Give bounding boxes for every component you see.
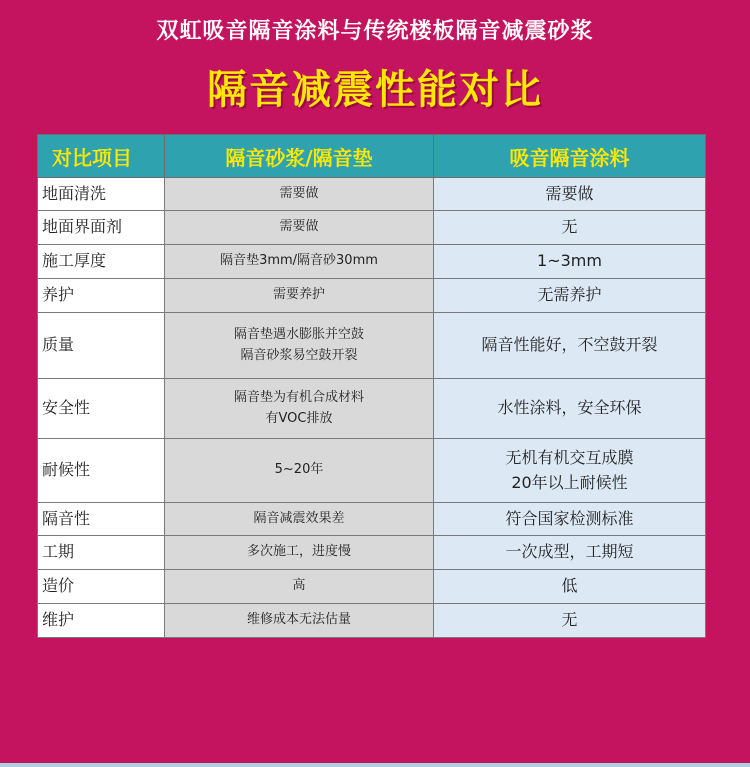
row-new-cell: [434, 379, 706, 439]
cell-line: 有VOC排放: [265, 410, 333, 426]
cell-line: 隔音性能好，不空鼓开裂: [481, 335, 658, 355]
table-row: [38, 279, 706, 313]
cell-line: 隔音减震效果差: [253, 510, 345, 526]
bottom-strip: [0, 763, 750, 767]
row-old-cell: [165, 536, 434, 570]
cell-line: 隔音垫3mm/隔音砂30mm: [220, 253, 378, 269]
row-item-cell: 地面清洗: [38, 178, 165, 211]
cell-line: 高: [292, 578, 306, 594]
cell-line: 无机有机交互成膜: [505, 447, 634, 467]
cell-line: 一次成型，工期短: [505, 542, 634, 562]
cell-line: 无需养护: [537, 285, 602, 305]
table-row: [38, 245, 706, 279]
table-row: [38, 604, 706, 638]
row-item-cell: 安全性: [38, 379, 165, 439]
table-row: [38, 313, 706, 379]
row-new-cell: [434, 536, 706, 570]
row-old-cell: [165, 604, 434, 638]
row-item-cell: 隔音性: [38, 503, 165, 536]
row-item-cell: 养护: [38, 279, 165, 313]
table-row: [38, 178, 706, 211]
row-old-cell: [165, 570, 434, 604]
cell-line: 需要做: [279, 219, 319, 235]
cell-line: 水性涂料，安全环保: [497, 398, 642, 418]
row-new-cell: [434, 178, 706, 211]
page-title: 隔音减震性能对比: [207, 67, 543, 113]
row-item-cell: 造价: [38, 570, 165, 604]
cell-line: 需要养护: [272, 287, 325, 303]
table-row: [38, 536, 706, 570]
row-old-cell: [165, 439, 434, 503]
table-row: [38, 503, 706, 536]
row-new-cell: [434, 604, 706, 638]
cell-line: 20年以上耐候性: [511, 472, 628, 492]
row-item-cell: 地面界面剂: [38, 211, 165, 245]
row-old-cell: [165, 379, 434, 439]
table-row: [38, 379, 706, 439]
cell-line: 5~20年: [274, 462, 324, 478]
table-row: [38, 439, 706, 503]
row-old-cell: [165, 245, 434, 279]
table-row: [38, 211, 706, 245]
cell-line: 无: [561, 610, 578, 630]
row-item-cell: 耐候性: [38, 439, 165, 503]
row-old-cell: [165, 313, 434, 379]
row-old-cell: [165, 503, 434, 536]
cell-line: 需要做: [545, 183, 594, 203]
row-new-cell: [434, 570, 706, 604]
row-old-cell: [165, 178, 434, 211]
table-header-row: [38, 135, 706, 178]
column-header-new: 吸音隔音涂料: [434, 135, 706, 178]
table-row: [38, 570, 706, 604]
page-subtitle: 双虹吸音隔音涂料与传统楼板隔音减震砂浆: [156, 19, 594, 44]
cell-line: 隔音砂浆易空鼓开裂: [240, 347, 358, 363]
cell-line: 1~3mm: [537, 251, 602, 271]
cell-line: 隔音垫遇水膨胀并空鼓: [233, 327, 364, 343]
column-header-item: 对比项目: [38, 135, 165, 178]
row-new-cell: [434, 503, 706, 536]
cell-line: 隔音垫为有机合成材料: [233, 390, 364, 406]
row-old-cell: [165, 211, 434, 245]
row-new-cell: [434, 439, 706, 503]
row-new-cell: [434, 245, 706, 279]
cell-line: 低: [561, 576, 578, 596]
cell-line: 需要做: [279, 185, 319, 201]
row-item-cell: 质量: [38, 313, 165, 379]
row-old-cell: [165, 279, 434, 313]
row-new-cell: [434, 313, 706, 379]
row-item-cell: 工期: [38, 536, 165, 570]
cell-line: 符合国家检测标准: [505, 508, 634, 528]
row-item-cell: 施工厚度: [38, 245, 165, 279]
cell-line: 维修成本无法估量: [246, 612, 351, 628]
row-new-cell: [434, 211, 706, 245]
cell-line: 无: [561, 217, 578, 237]
row-new-cell: [434, 279, 706, 313]
cell-line: 多次施工，进度慢: [246, 544, 351, 560]
column-header-old: 隔音砂浆/隔音垫: [165, 135, 434, 178]
comparison-table: [37, 134, 706, 638]
row-item-cell: 维护: [38, 604, 165, 638]
